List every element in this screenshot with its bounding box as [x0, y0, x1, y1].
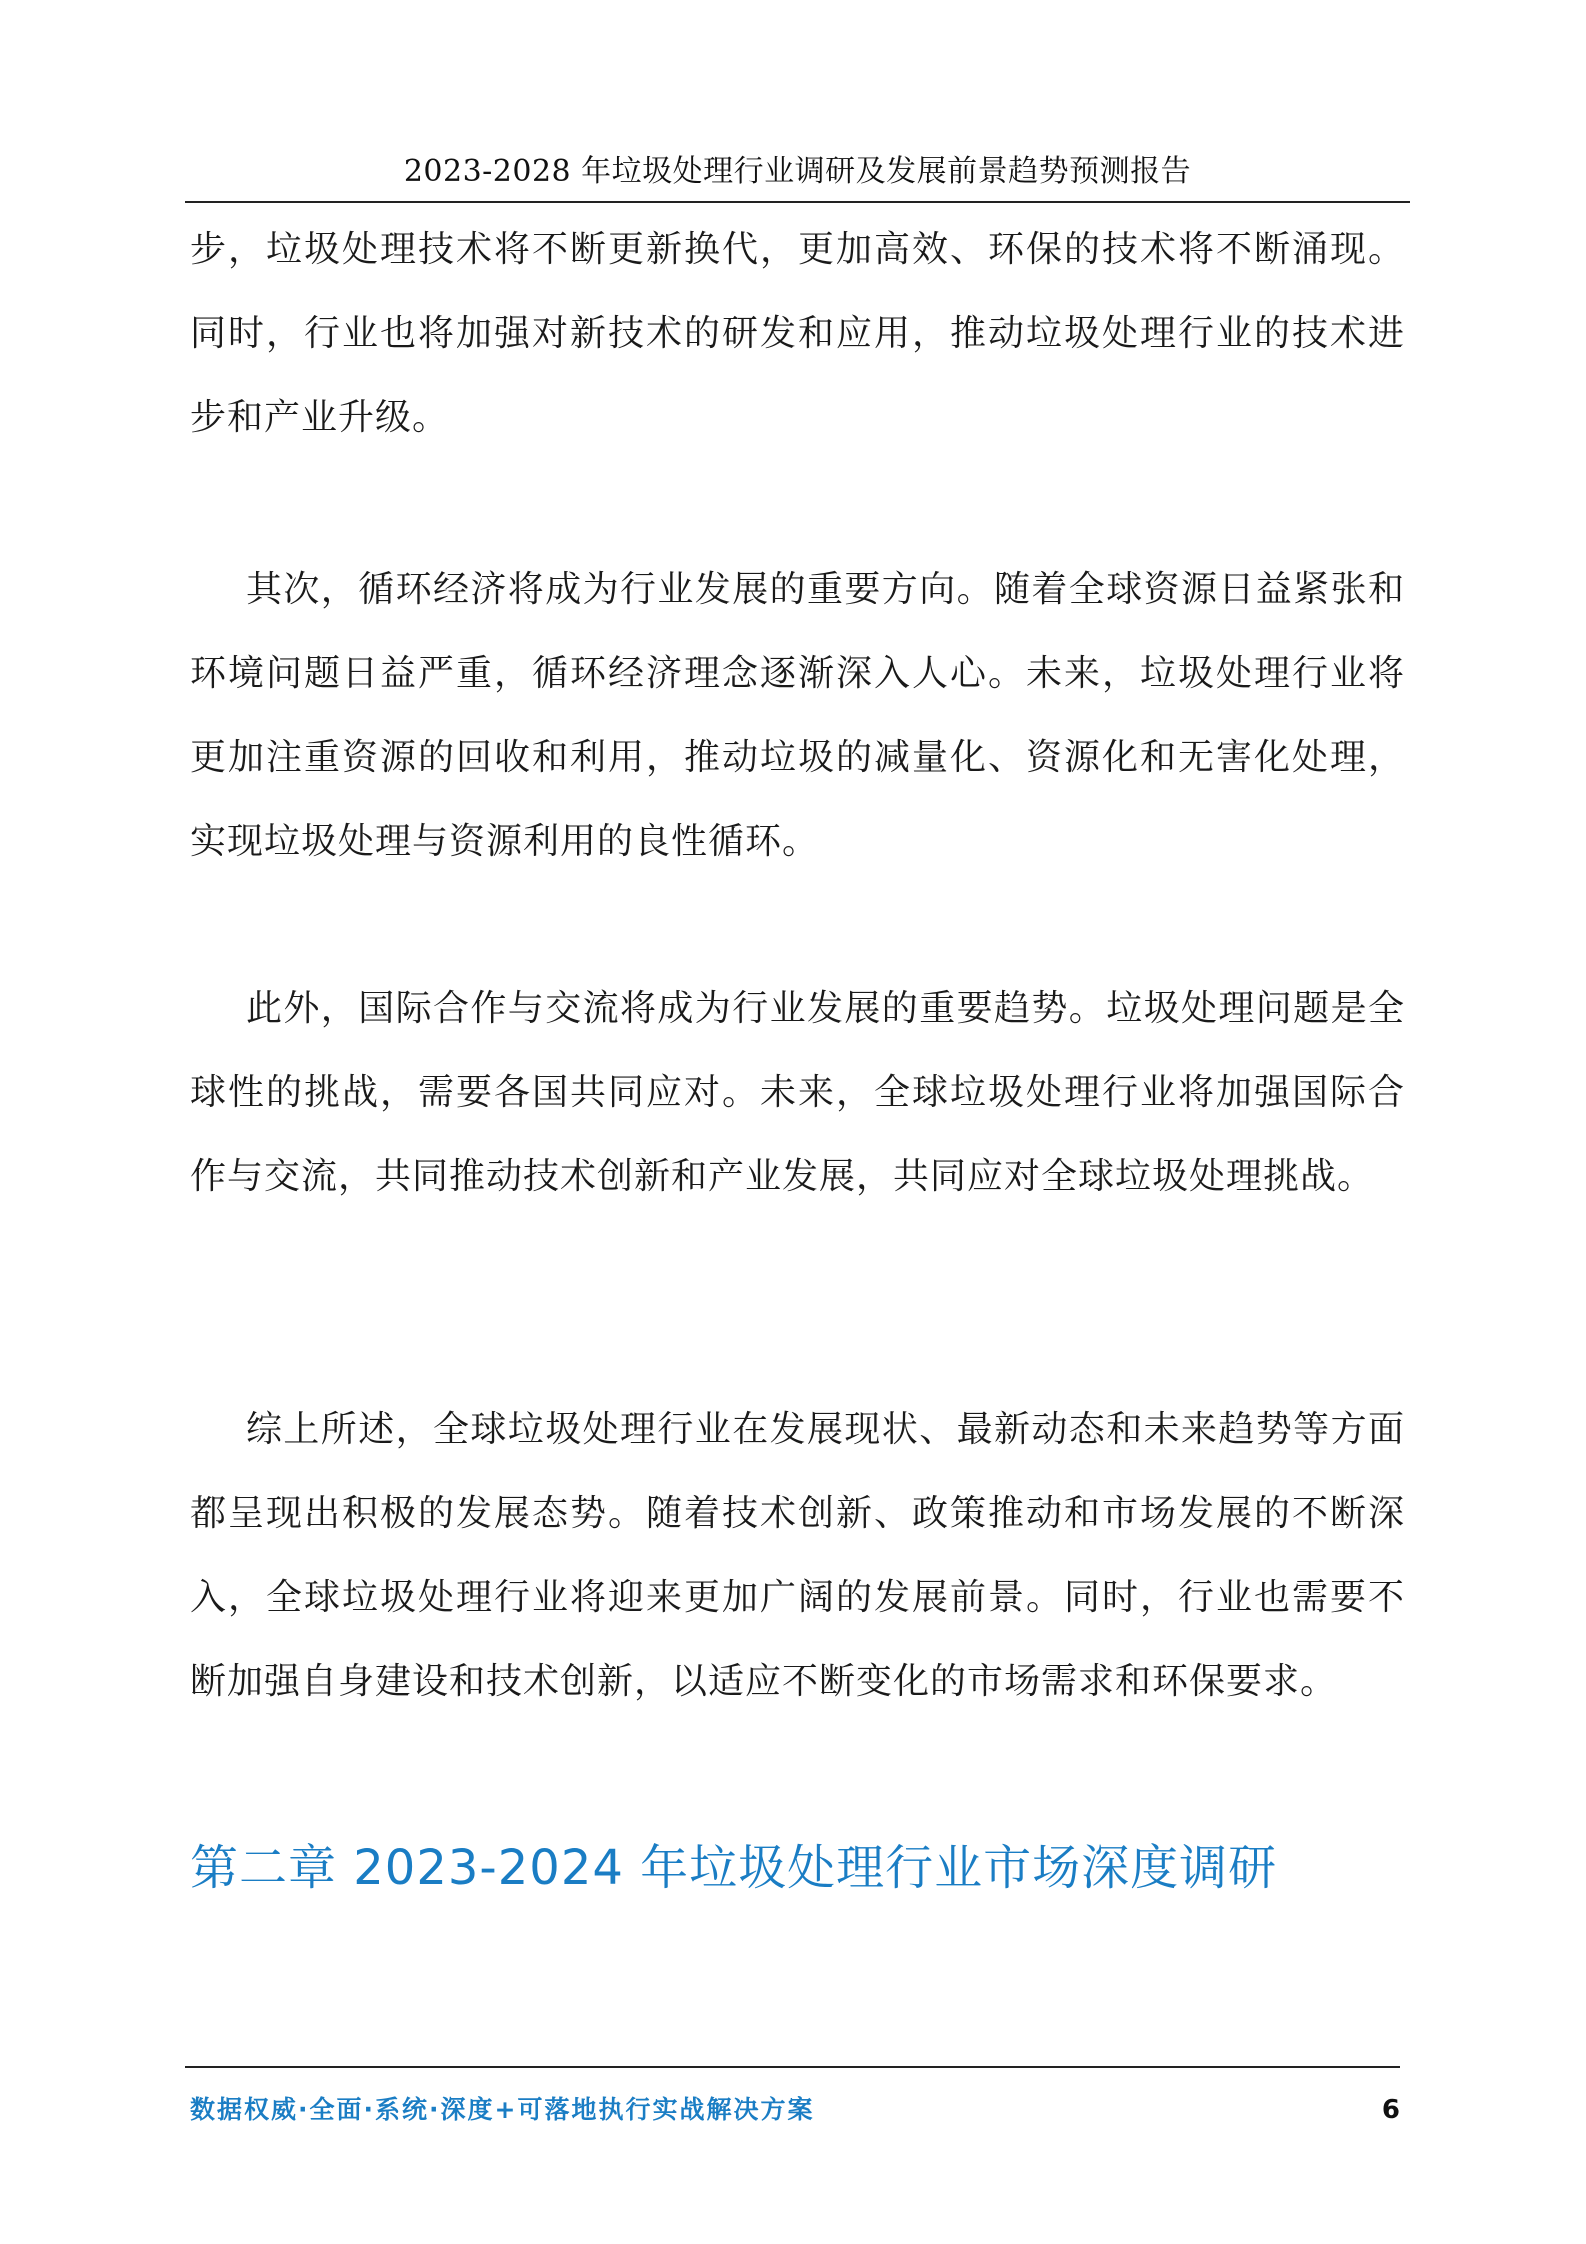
paragraph-text: 此外，国际合作与交流将成为行业发展的重要趋势。垃圾处理问题是全球性的挑战，需要各国共同应对。未来，全球垃圾处理行业将加强国际合作与交流，共同推动技术创新和产业发展，共同应对全球垃圾处理挑战。 [190, 988, 1405, 1197]
paragraph-text: 其次，循环经济将成为行业发展的重要方向。随着全球资源日益紧张和环境问题日益严重，循环经济理念逐渐深入人心。未来，垃圾处理行业将更加注重资源的回收和利用，推动垃圾的减量化、资源化和无害化处理，实现垃圾处理与资源利用的良性循环。 [190, 569, 1405, 862]
page-header-title: 2023-2028 年垃圾处理行业调研及发展前景趋势预测报告 [403, 154, 1192, 189]
footer-slogan: 数据权威·全面·系统·深度+可落地执行实战解决方案 [190, 2095, 815, 2124]
body-paragraph-summary [190, 1388, 1405, 1724]
header-divider [185, 201, 1410, 203]
footer-divider [185, 2066, 1400, 2068]
paragraph-text: 综上所述，全球垃圾处理行业在发展现状、最新动态和未来趋势等方面都呈现出积极的发展态势。随着技术创新、政策推动和市场发展的不断深入，全球垃圾处理行业将迎来更加广阔的发展前景。同时，行业也需要不断加强自身建设和技术创新，以适应不断变化的市场需求和环保要求。 [190, 1409, 1405, 1702]
body-paragraph-circular-economy [190, 548, 1405, 884]
page-number: 6 [1381, 2095, 1400, 2125]
paragraph-text: 步，垃圾处理技术将不断更新换代，更加高效、环保的技术将不断涌现。同时，行业也将加强对新技术的研发和应用，推动垃圾处理行业的技术进步和产业升级。 [190, 229, 1405, 438]
body-paragraph-continuation [190, 208, 1405, 460]
chapter-heading: 第二章 2023-2024 年垃圾处理行业市场深度调研 [190, 1840, 1278, 1896]
body-paragraph-international-cooperation [190, 967, 1405, 1219]
